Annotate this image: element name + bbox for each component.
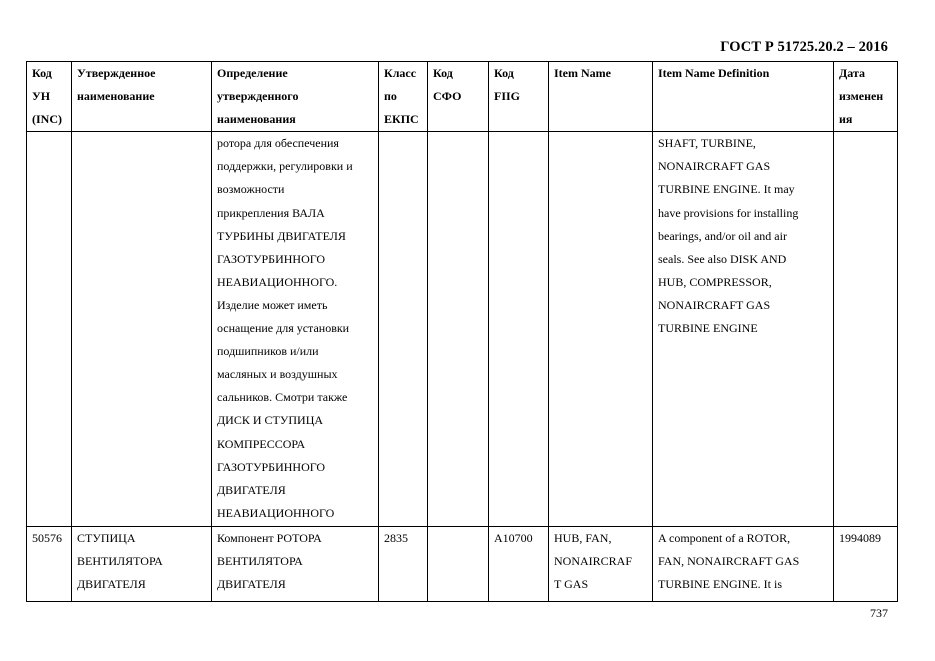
header-item-name-definition [653, 62, 834, 132]
cell-line: сальников. Смотри также [217, 390, 348, 405]
cell-line: Изделие может иметь [217, 297, 328, 312]
cell-line: HUB, FAN, [554, 531, 612, 546]
cell-definition [212, 132, 379, 527]
header-ekps [379, 62, 428, 132]
cell-line: ДВИГАТЕЛЯ [77, 577, 146, 592]
cell-line: Код [433, 66, 453, 80]
cell-line: NONAIRCRAFT GAS [658, 159, 771, 174]
cell-line: Дата [839, 66, 865, 80]
cell-line: возможности [217, 182, 285, 197]
cell-item-name [549, 527, 653, 602]
cell-line: НЕАВИАЦИОННОГО [217, 505, 335, 520]
cell-line: TURBINE ENGINE. It is [658, 577, 782, 592]
cell-line: ДВИГАТЕЛЯ [217, 577, 286, 592]
cell-line: Компонент РОТОРА [217, 531, 322, 546]
cell-line: 50576 [32, 531, 62, 546]
cell-item-name-definition [653, 132, 834, 527]
cell-inc [27, 132, 72, 527]
cell-line: наименования [217, 112, 296, 127]
header-inc [27, 62, 72, 132]
table-header-row [27, 62, 898, 132]
cell-line: ГАЗОТУРБИННОГО [217, 251, 326, 266]
cell-sfo [428, 132, 489, 527]
cell-line: Item Name Definition [658, 66, 770, 80]
cell-line: ВЕНТИЛЯТОРА [77, 554, 163, 569]
cell-date [834, 132, 898, 527]
document-header: ГОСТ Р 51725.20.2 – 2016 [720, 39, 888, 55]
cell-approved-name [72, 527, 212, 602]
cell-line: изменен [839, 89, 884, 104]
cell-line: TURBINE ENGINE [658, 321, 758, 336]
cell-line: bearings, and/or oil and air [658, 228, 787, 243]
cell-line: ротора для обеспечения [217, 136, 339, 151]
cell-line: ия [839, 112, 853, 127]
cell-sfo [428, 527, 489, 602]
table-row [27, 132, 898, 527]
cell-line: утвержденного [217, 89, 299, 104]
cell-line: наименование [77, 89, 155, 104]
cell-line: NONAIRCRAFT GAS [658, 297, 771, 312]
cell-line: прикрепления ВАЛА [217, 205, 325, 220]
cell-line: seals. See also DISK AND [658, 251, 787, 266]
cell-ekps [379, 527, 428, 602]
cell-line: (INC) [32, 112, 62, 127]
cell-item-name [549, 132, 653, 527]
cell-line: НЕАВИАЦИОННОГО. [217, 274, 338, 289]
cell-line: СТУПИЦА [77, 531, 136, 546]
header-date [834, 62, 898, 132]
cell-line: ДВИГАТЕЛЯ [217, 482, 286, 497]
cell-line: Класс [384, 66, 417, 80]
cell-approved-name [72, 132, 212, 527]
cell-line: A10700 [494, 531, 533, 546]
nomenclature-table [26, 61, 898, 602]
cell-line: 2835 [384, 531, 408, 546]
cell-line: Код [494, 66, 514, 80]
cell-line: ГАЗОТУРБИННОГО [217, 459, 326, 474]
cell-line: подшипников и/или [217, 344, 319, 359]
cell-line: Item Name [554, 66, 611, 80]
header-fiig [489, 62, 549, 132]
cell-line: ТУРБИНЫ ДВИГАТЕЛЯ [217, 228, 346, 243]
cell-line: масляных и воздушных [217, 367, 338, 382]
cell-line: TURBINE ENGINE. It may [658, 182, 795, 197]
cell-line: СФО [433, 89, 462, 104]
cell-ekps [379, 132, 428, 527]
cell-item-name-definition [653, 527, 834, 602]
cell-line: поддержки, регулировки и [217, 159, 353, 174]
cell-line: КОМПРЕССОРА [217, 436, 306, 451]
header-item-name [549, 62, 653, 132]
cell-line: ЕКПС [384, 112, 419, 127]
table-row [27, 527, 898, 602]
cell-line: FAN, NONAIRCRAFT GAS [658, 554, 800, 569]
cell-fiig [489, 527, 549, 602]
header-definition [212, 62, 379, 132]
cell-line: have provisions for installing [658, 205, 799, 220]
cell-line: SHAFT, TURBINE, [658, 136, 756, 151]
cell-line: FIIG [494, 89, 521, 104]
cell-line: HUB, COMPRESSOR, [658, 274, 772, 289]
cell-line: ДИСК И СТУПИЦА [217, 413, 324, 428]
header-approved-name [72, 62, 212, 132]
cell-line: ВЕНТИЛЯТОРА [217, 554, 303, 569]
cell-line: УН [32, 89, 51, 104]
cell-inc [27, 527, 72, 602]
cell-fiig [489, 132, 549, 527]
page-number: 737 [870, 606, 888, 620]
cell-line: NONAIRCRAF [554, 554, 633, 569]
cell-line: Код [32, 66, 52, 80]
cell-definition [212, 527, 379, 602]
cell-line: по [384, 89, 397, 104]
cell-line: A component of a ROTOR, [658, 531, 791, 546]
cell-line: 1994089 [839, 531, 881, 546]
cell-date [834, 527, 898, 602]
header-sfo [428, 62, 489, 132]
cell-line: Определение [217, 66, 288, 80]
cell-line: оснащение для установки [217, 321, 350, 336]
cell-line: Утвержденное [77, 66, 156, 80]
cell-line: T GAS [554, 577, 589, 592]
